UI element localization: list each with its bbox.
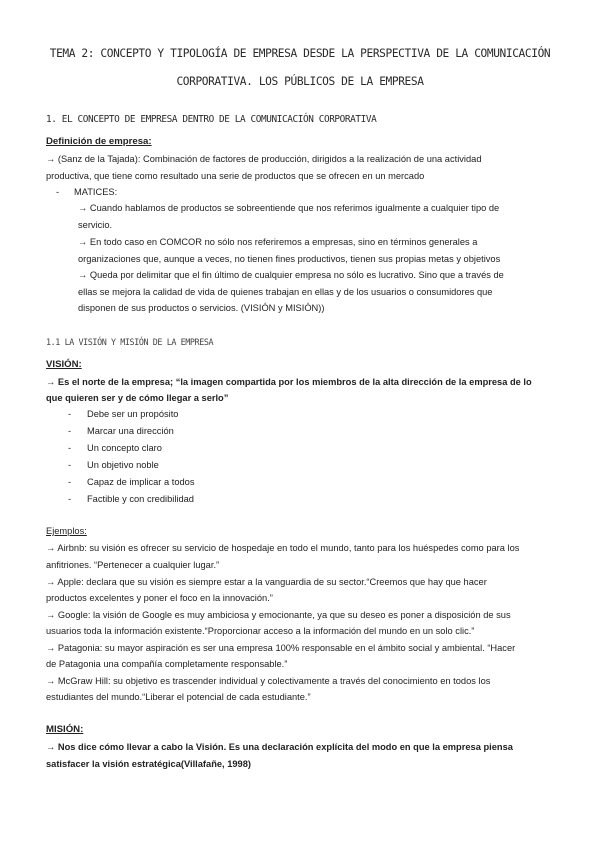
definition-line: productiva, que tiene como resultado una serie de productos que se ofrecen en un mercado bbox=[46, 171, 425, 181]
matices-line: → En todo caso en COMCOR no sólo nos referiremos a empresas, sino en términos generales a bbox=[78, 237, 478, 247]
page-title: TEMA 2: CONCEPTO Y TIPOLOGÍA DE EMPRESA DESDE LA PERSPECTIVA DE LA COMUNICACIÓN CORPORATIVA. LOS PÚBLICOS DE LA EMPRESA bbox=[49, 47, 551, 88]
list-dash: - bbox=[68, 477, 72, 487]
list-dash: - bbox=[68, 443, 72, 453]
mision-line: satisfacer la visión estratégica(Villafañe, 1998) bbox=[46, 759, 251, 769]
matices-line: → Cuando hablamos de productos se sobreentiende que nos referimos igualmente a cualquier tipo de bbox=[78, 203, 500, 213]
matices-label: MATICES: bbox=[74, 187, 118, 197]
list-item: Un concepto claro bbox=[87, 443, 162, 453]
example-line: → Apple: declara que su visión es siempre estar a la vanguardia de su sector.“Creemos que hay que hacer bbox=[46, 577, 487, 587]
list-item: Capaz de implicar a todos bbox=[87, 477, 195, 487]
examples-label: Ejemplos: bbox=[46, 526, 87, 536]
example-line: → Patagonia: su mayor aspiración es ser una empresa 100% responsable en el ámbito social y ambiental. “Hacer bbox=[46, 643, 516, 653]
example-line: anfitriones. “Pertenecer a cualquier lugar.” bbox=[46, 560, 220, 570]
matices-line: → Queda por delimitar que el fin último de cualquier empresa no sólo es lucrativo. Sino que a través de bbox=[78, 270, 504, 280]
definition-line: → (Sanz de la Tajada): Combinación de factores de producción, dirigidos a la realización de una actividad bbox=[46, 154, 482, 164]
example-line: productos excelentes y poner el foco en la innovación.” bbox=[46, 593, 273, 603]
list-dash: - bbox=[68, 460, 72, 470]
vision-line: → Es el norte de la empresa; “la imagen compartida por los miembros de la alta dirección de la empresa de lo bbox=[46, 377, 532, 387]
mision-line: → Nos dice cómo llevar a cabo la Visión. Es una declaración explícita del modo en que la empresa piensa bbox=[46, 742, 513, 752]
example-line: estudiantes del mundo.“Liberar el potencial de cada estudiante.” bbox=[46, 692, 311, 702]
list-dash: - bbox=[56, 187, 60, 197]
list-item: Factible y con credibilidad bbox=[87, 494, 194, 504]
list-item: Debe ser un propósito bbox=[87, 409, 179, 419]
example-line: → McGraw Hill: su objetivo es trascender individual y colectivamente a través del conocimiento en todos los bbox=[46, 676, 491, 686]
example-line: → Airbnb: su visión es ofrecer su servicio de hospedaje en todo el mundo, tanto para los huéspedes como para los bbox=[46, 543, 520, 553]
list-item: Marcar una dirección bbox=[87, 426, 174, 436]
example-line: usuarios toda la información existente.“Proporcionar acceso a la información del mundo en un solo clic.” bbox=[46, 626, 475, 636]
example-line: de Patagonia una compañía completamente responsable.” bbox=[46, 659, 288, 669]
section-heading-1: 1. EL CONCEPTO DE EMPRESA DENTRO DE LA COMUNICACIÓN CORPORATIVA bbox=[46, 114, 377, 125]
section-heading-1-1: 1.1 LA VISIÓN Y MISIÓN DE LA EMPRESA bbox=[46, 337, 214, 347]
list-dash: - bbox=[68, 426, 72, 436]
list-dash: - bbox=[68, 494, 72, 504]
matices-line: ellas se mejora la calidad de vida de quienes trabajan en ellas y de los usuarios o consumidores que bbox=[78, 287, 493, 297]
definition-label: Definición de empresa: bbox=[46, 136, 152, 147]
matices-line: disponen de sus productos o servicios. (VISIÓN y MISIÓN)) bbox=[78, 303, 325, 313]
list-dash: - bbox=[68, 409, 72, 419]
example-line: → Google: la visión de Google es muy ambiciosa y emocionante, ya que su deseo es poner a disposición de sus bbox=[46, 610, 511, 620]
matices-line: servicio. bbox=[78, 220, 113, 230]
mision-label: MISIÓN: bbox=[46, 724, 84, 735]
vision-line: que quieren ser y de cómo llegar a serlo” bbox=[46, 393, 229, 403]
matices-line: organizaciones que, aunque a veces, no tienen fines productivos, tienen sus propias metas y objetivos bbox=[78, 254, 501, 264]
list-item: Un objetivo noble bbox=[87, 460, 159, 470]
vision-label: VISIÓN: bbox=[46, 359, 82, 370]
